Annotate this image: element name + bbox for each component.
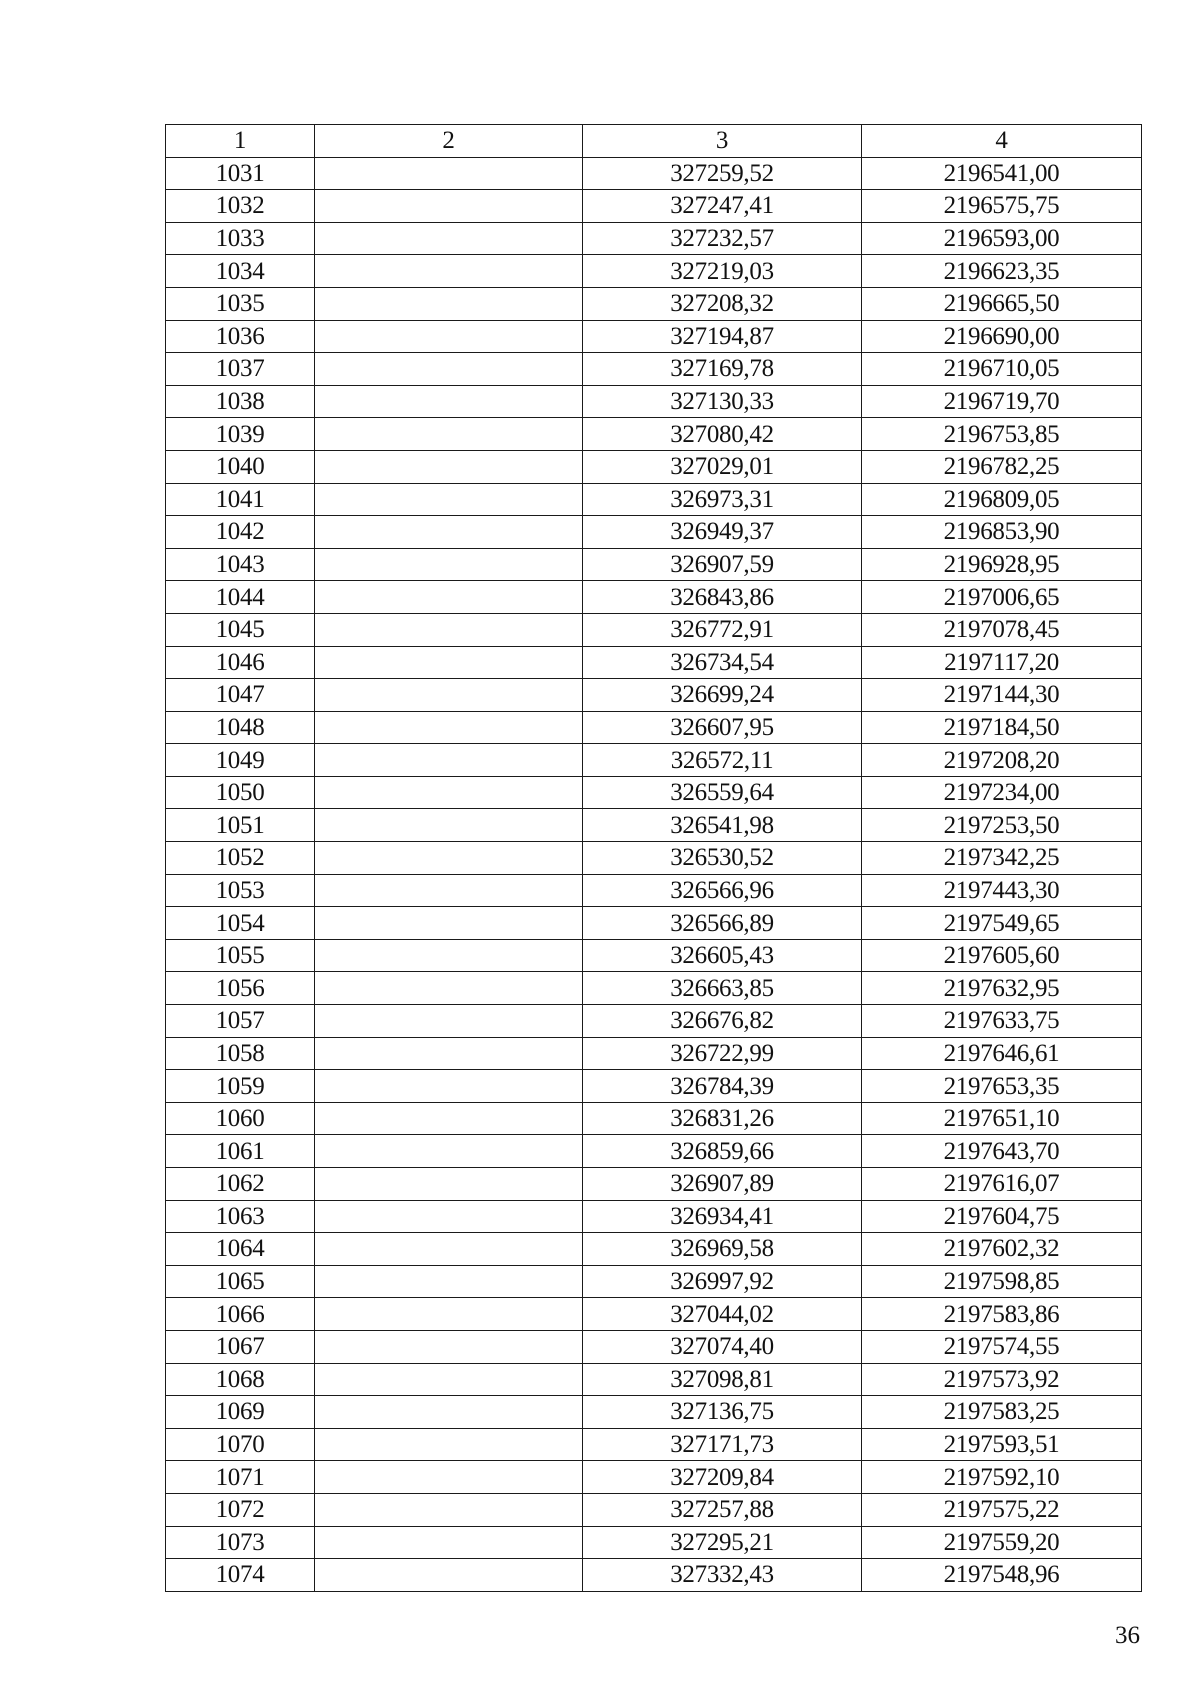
point-number-cell: 1041 (166, 483, 315, 516)
table-row (166, 157, 1142, 190)
description-cell (315, 1070, 583, 1103)
description-cell (315, 1330, 583, 1363)
description-cell (315, 776, 583, 809)
y-coordinate-cell: 2196593,00 (862, 222, 1142, 255)
description-cell (315, 287, 583, 320)
x-coordinate-cell: 327219,03 (583, 255, 862, 288)
table-row (166, 190, 1142, 223)
point-number-cell: 1062 (166, 1168, 315, 1201)
x-coordinate-cell: 326605,43 (583, 939, 862, 972)
table-row (166, 353, 1142, 386)
point-number-cell: 1048 (166, 711, 315, 744)
table-row (166, 516, 1142, 549)
x-coordinate-cell: 327080,42 (583, 418, 862, 451)
x-coordinate-cell: 326572,11 (583, 744, 862, 777)
description-cell (315, 1135, 583, 1168)
description-cell (315, 679, 583, 712)
description-cell (315, 874, 583, 907)
y-coordinate-cell: 2196665,50 (862, 287, 1142, 320)
x-coordinate-cell: 326607,95 (583, 711, 862, 744)
point-number-cell: 1071 (166, 1461, 315, 1494)
table-row (166, 907, 1142, 940)
y-coordinate-cell: 2197184,50 (862, 711, 1142, 744)
x-coordinate-cell: 327247,41 (583, 190, 862, 223)
y-coordinate-cell: 2197342,25 (862, 842, 1142, 875)
column-header-4: 4 (862, 125, 1142, 158)
y-coordinate-cell: 2197549,65 (862, 907, 1142, 940)
y-coordinate-cell: 2196710,05 (862, 353, 1142, 386)
point-number-cell: 1056 (166, 972, 315, 1005)
table-row (166, 679, 1142, 712)
table-row (166, 320, 1142, 353)
point-number-cell: 1045 (166, 613, 315, 646)
x-coordinate-cell: 326969,58 (583, 1233, 862, 1266)
point-number-cell: 1072 (166, 1493, 315, 1526)
description-cell (315, 1037, 583, 1070)
table-row (166, 776, 1142, 809)
table-row (166, 222, 1142, 255)
description-cell (315, 1200, 583, 1233)
point-number-cell: 1039 (166, 418, 315, 451)
description-cell (315, 1559, 583, 1592)
point-number-cell: 1069 (166, 1396, 315, 1429)
description-cell (315, 1428, 583, 1461)
y-coordinate-cell: 2197234,00 (862, 776, 1142, 809)
x-coordinate-cell: 326907,89 (583, 1168, 862, 1201)
y-coordinate-cell: 2197078,45 (862, 613, 1142, 646)
point-number-cell: 1053 (166, 874, 315, 907)
x-coordinate-cell: 327209,84 (583, 1461, 862, 1494)
point-number-cell: 1049 (166, 744, 315, 777)
description-cell (315, 613, 583, 646)
table-row (166, 613, 1142, 646)
description-cell (315, 1005, 583, 1038)
x-coordinate-cell: 326831,26 (583, 1102, 862, 1135)
y-coordinate-cell: 2197208,20 (862, 744, 1142, 777)
table-row (166, 1461, 1142, 1494)
x-coordinate-cell: 326949,37 (583, 516, 862, 549)
point-number-cell: 1044 (166, 581, 315, 614)
table-row (166, 287, 1142, 320)
description-cell (315, 516, 583, 549)
table-row (166, 1396, 1142, 1429)
table-row (166, 548, 1142, 581)
point-number-cell: 1065 (166, 1265, 315, 1298)
point-number-cell: 1055 (166, 939, 315, 972)
x-coordinate-cell: 326772,91 (583, 613, 862, 646)
table-row (166, 1559, 1142, 1592)
y-coordinate-cell: 2197443,30 (862, 874, 1142, 907)
y-coordinate-cell: 2197602,32 (862, 1233, 1142, 1266)
description-cell (315, 157, 583, 190)
point-number-cell: 1047 (166, 679, 315, 712)
y-coordinate-cell: 2197646,61 (862, 1037, 1142, 1070)
description-cell (315, 744, 583, 777)
y-coordinate-cell: 2196782,25 (862, 450, 1142, 483)
description-cell (315, 1168, 583, 1201)
y-coordinate-cell: 2197253,50 (862, 809, 1142, 842)
point-number-cell: 1032 (166, 190, 315, 223)
point-number-cell: 1043 (166, 548, 315, 581)
y-coordinate-cell: 2197583,25 (862, 1396, 1142, 1429)
y-coordinate-cell: 2196575,75 (862, 190, 1142, 223)
point-number-cell: 1035 (166, 287, 315, 320)
point-number-cell: 1042 (166, 516, 315, 549)
point-number-cell: 1067 (166, 1330, 315, 1363)
table-row (166, 842, 1142, 875)
point-number-cell: 1034 (166, 255, 315, 288)
x-coordinate-cell: 326699,24 (583, 679, 862, 712)
description-cell (315, 809, 583, 842)
description-cell (315, 450, 583, 483)
y-coordinate-cell: 2197632,95 (862, 972, 1142, 1005)
x-coordinate-cell: 327169,78 (583, 353, 862, 386)
coordinates-table (165, 124, 1142, 1592)
x-coordinate-cell: 327194,87 (583, 320, 862, 353)
x-coordinate-cell: 327257,88 (583, 1493, 862, 1526)
x-coordinate-cell: 326722,99 (583, 1037, 862, 1070)
point-number-cell: 1074 (166, 1559, 315, 1592)
y-coordinate-cell: 2197616,07 (862, 1168, 1142, 1201)
x-coordinate-cell: 327029,01 (583, 450, 862, 483)
y-coordinate-cell: 2197144,30 (862, 679, 1142, 712)
y-coordinate-cell: 2196928,95 (862, 548, 1142, 581)
x-coordinate-cell: 326530,52 (583, 842, 862, 875)
x-coordinate-cell: 326997,92 (583, 1265, 862, 1298)
point-number-cell: 1054 (166, 907, 315, 940)
point-number-cell: 1050 (166, 776, 315, 809)
table-row (166, 1265, 1142, 1298)
description-cell (315, 907, 583, 940)
x-coordinate-cell: 326734,54 (583, 646, 862, 679)
point-number-cell: 1073 (166, 1526, 315, 1559)
y-coordinate-cell: 2197006,65 (862, 581, 1142, 614)
y-coordinate-cell: 2196853,90 (862, 516, 1142, 549)
point-number-cell: 1068 (166, 1363, 315, 1396)
x-coordinate-cell: 326907,59 (583, 548, 862, 581)
y-coordinate-cell: 2197604,75 (862, 1200, 1142, 1233)
y-coordinate-cell: 2196719,70 (862, 385, 1142, 418)
point-number-cell: 1031 (166, 157, 315, 190)
y-coordinate-cell: 2196690,00 (862, 320, 1142, 353)
table-row (166, 939, 1142, 972)
point-number-cell: 1066 (166, 1298, 315, 1331)
description-cell (315, 1461, 583, 1494)
y-coordinate-cell: 2197592,10 (862, 1461, 1142, 1494)
x-coordinate-cell: 326784,39 (583, 1070, 862, 1103)
x-coordinate-cell: 327044,02 (583, 1298, 862, 1331)
description-cell (315, 711, 583, 744)
table-row (166, 1298, 1142, 1331)
x-coordinate-cell: 327171,73 (583, 1428, 862, 1461)
y-coordinate-cell: 2197573,92 (862, 1363, 1142, 1396)
point-number-cell: 1036 (166, 320, 315, 353)
x-coordinate-cell: 326566,89 (583, 907, 862, 940)
table-row (166, 1102, 1142, 1135)
description-cell (315, 222, 583, 255)
x-coordinate-cell: 326566,96 (583, 874, 862, 907)
description-cell (315, 1233, 583, 1266)
table-row (166, 418, 1142, 451)
y-coordinate-cell: 2196623,35 (862, 255, 1142, 288)
description-cell (315, 842, 583, 875)
description-cell (315, 1265, 583, 1298)
point-number-cell: 1033 (166, 222, 315, 255)
x-coordinate-cell: 326859,66 (583, 1135, 862, 1168)
description-cell (315, 1102, 583, 1135)
description-cell (315, 581, 583, 614)
column-header-3: 3 (583, 125, 862, 158)
description-cell (315, 190, 583, 223)
y-coordinate-cell: 2197575,22 (862, 1493, 1142, 1526)
point-number-cell: 1040 (166, 450, 315, 483)
table-row (166, 1428, 1142, 1461)
y-coordinate-cell: 2197548,96 (862, 1559, 1142, 1592)
description-cell (315, 483, 583, 516)
y-coordinate-cell: 2196753,85 (862, 418, 1142, 451)
x-coordinate-cell: 327130,33 (583, 385, 862, 418)
y-coordinate-cell: 2197643,70 (862, 1135, 1142, 1168)
table-row (166, 1493, 1142, 1526)
table-row (166, 1233, 1142, 1266)
y-coordinate-cell: 2196541,00 (862, 157, 1142, 190)
table-row (166, 1526, 1142, 1559)
point-number-cell: 1070 (166, 1428, 315, 1461)
point-number-cell: 1057 (166, 1005, 315, 1038)
description-cell (315, 1363, 583, 1396)
table-row (166, 972, 1142, 1005)
x-coordinate-cell: 327074,40 (583, 1330, 862, 1363)
point-number-cell: 1051 (166, 809, 315, 842)
point-number-cell: 1064 (166, 1233, 315, 1266)
point-number-cell: 1037 (166, 353, 315, 386)
x-coordinate-cell: 326663,85 (583, 972, 862, 1005)
x-coordinate-cell: 327332,43 (583, 1559, 862, 1592)
table-row (166, 255, 1142, 288)
description-cell (315, 1396, 583, 1429)
column-header-1: 1 (166, 125, 315, 158)
table-row (166, 1070, 1142, 1103)
table-row (166, 581, 1142, 614)
description-cell (315, 255, 583, 288)
description-cell (315, 646, 583, 679)
table-row (166, 385, 1142, 418)
point-number-cell: 1052 (166, 842, 315, 875)
table-row (166, 1135, 1142, 1168)
y-coordinate-cell: 2197574,55 (862, 1330, 1142, 1363)
description-cell (315, 939, 583, 972)
y-coordinate-cell: 2197651,10 (862, 1102, 1142, 1135)
table-row (166, 874, 1142, 907)
page-number: 36 (1115, 1622, 1140, 1649)
point-number-cell: 1046 (166, 646, 315, 679)
y-coordinate-cell: 2197593,51 (862, 1428, 1142, 1461)
y-coordinate-cell: 2197653,35 (862, 1070, 1142, 1103)
x-coordinate-cell: 326934,41 (583, 1200, 862, 1233)
table-row (166, 1037, 1142, 1070)
description-cell (315, 385, 583, 418)
table-row (166, 809, 1142, 842)
description-cell (315, 418, 583, 451)
x-coordinate-cell: 326676,82 (583, 1005, 862, 1038)
y-coordinate-cell: 2197633,75 (862, 1005, 1142, 1038)
table-row (166, 711, 1142, 744)
description-cell (315, 320, 583, 353)
column-header-2: 2 (315, 125, 583, 158)
x-coordinate-cell: 327098,81 (583, 1363, 862, 1396)
y-coordinate-cell: 2197583,86 (862, 1298, 1142, 1331)
table-row (166, 483, 1142, 516)
x-coordinate-cell: 326973,31 (583, 483, 862, 516)
table-body (166, 157, 1142, 1591)
description-cell (315, 1526, 583, 1559)
y-coordinate-cell: 2197117,20 (862, 646, 1142, 679)
x-coordinate-cell: 326843,86 (583, 581, 862, 614)
description-cell (315, 548, 583, 581)
point-number-cell: 1060 (166, 1102, 315, 1135)
table-row (166, 744, 1142, 777)
x-coordinate-cell: 327208,32 (583, 287, 862, 320)
y-coordinate-cell: 2197559,20 (862, 1526, 1142, 1559)
point-number-cell: 1063 (166, 1200, 315, 1233)
description-cell (315, 1493, 583, 1526)
table-row (166, 1005, 1142, 1038)
table-row (166, 1363, 1142, 1396)
table-row (166, 646, 1142, 679)
table-row (166, 1200, 1142, 1233)
y-coordinate-cell: 2197598,85 (862, 1265, 1142, 1298)
point-number-cell: 1061 (166, 1135, 315, 1168)
table-row (166, 450, 1142, 483)
description-cell (315, 972, 583, 1005)
table-row (166, 1168, 1142, 1201)
table-header-row (166, 125, 1142, 158)
x-coordinate-cell: 326559,64 (583, 776, 862, 809)
point-number-cell: 1038 (166, 385, 315, 418)
table-row (166, 1330, 1142, 1363)
x-coordinate-cell: 327232,57 (583, 222, 862, 255)
description-cell (315, 353, 583, 386)
point-number-cell: 1059 (166, 1070, 315, 1103)
point-number-cell: 1058 (166, 1037, 315, 1070)
x-coordinate-cell: 326541,98 (583, 809, 862, 842)
description-cell (315, 1298, 583, 1331)
x-coordinate-cell: 327259,52 (583, 157, 862, 190)
y-coordinate-cell: 2196809,05 (862, 483, 1142, 516)
x-coordinate-cell: 327136,75 (583, 1396, 862, 1429)
y-coordinate-cell: 2197605,60 (862, 939, 1142, 972)
x-coordinate-cell: 327295,21 (583, 1526, 862, 1559)
